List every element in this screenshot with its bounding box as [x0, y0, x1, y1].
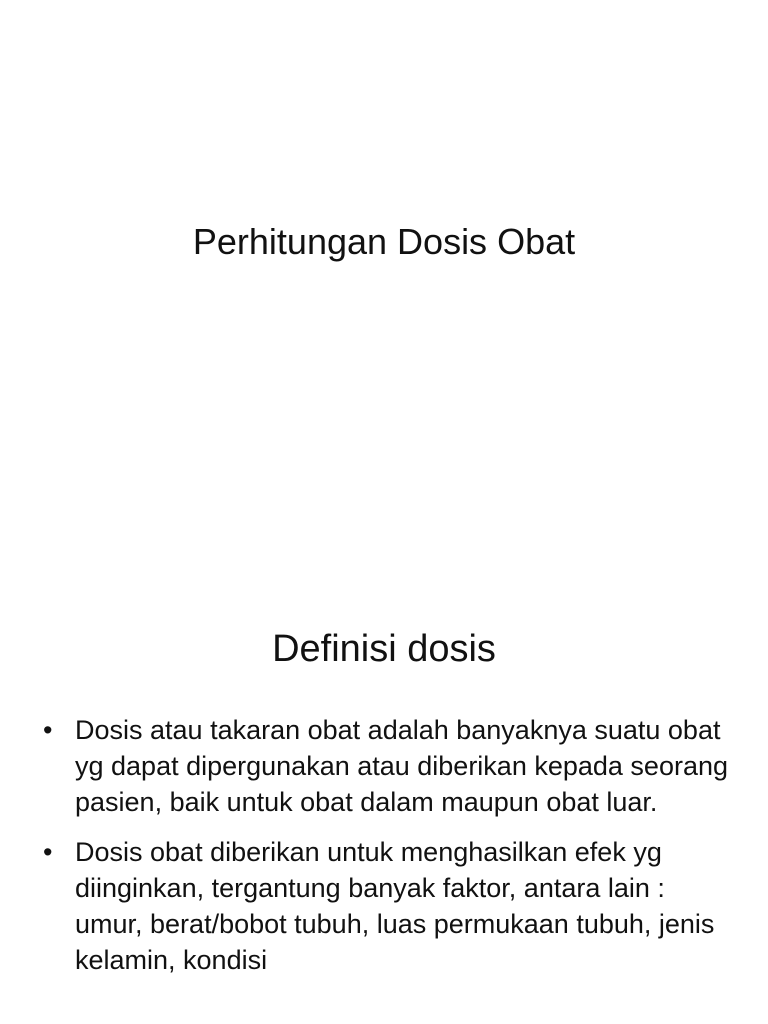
bullet-text: Dosis atau takaran obat adalah banyaknya suatu obat yg dapat dipergunakan atau diberikan kepada seorang pasien, baik untuk obat dalam maupun obat luar. — [75, 715, 728, 817]
bullet-item — [38, 712, 738, 820]
bullet-icon: • — [43, 837, 53, 867]
slide-2 — [0, 576, 768, 1024]
bullet-text: Dosis obat diberikan untuk menghasilkan efek yg diinginkan, tergantung banyak faktor, antara lain : umur, berat/bobot tubuh, luas permukaan tubuh, jenis kelamin, kondisi — [75, 837, 715, 975]
slide-title: Perhitungan Dosis Obat — [192, 221, 576, 262]
bullet-list — [38, 712, 738, 992]
bullet-item — [38, 834, 738, 978]
bullet-icon: • — [43, 715, 53, 745]
slide-title: Definisi dosis — [272, 628, 496, 670]
